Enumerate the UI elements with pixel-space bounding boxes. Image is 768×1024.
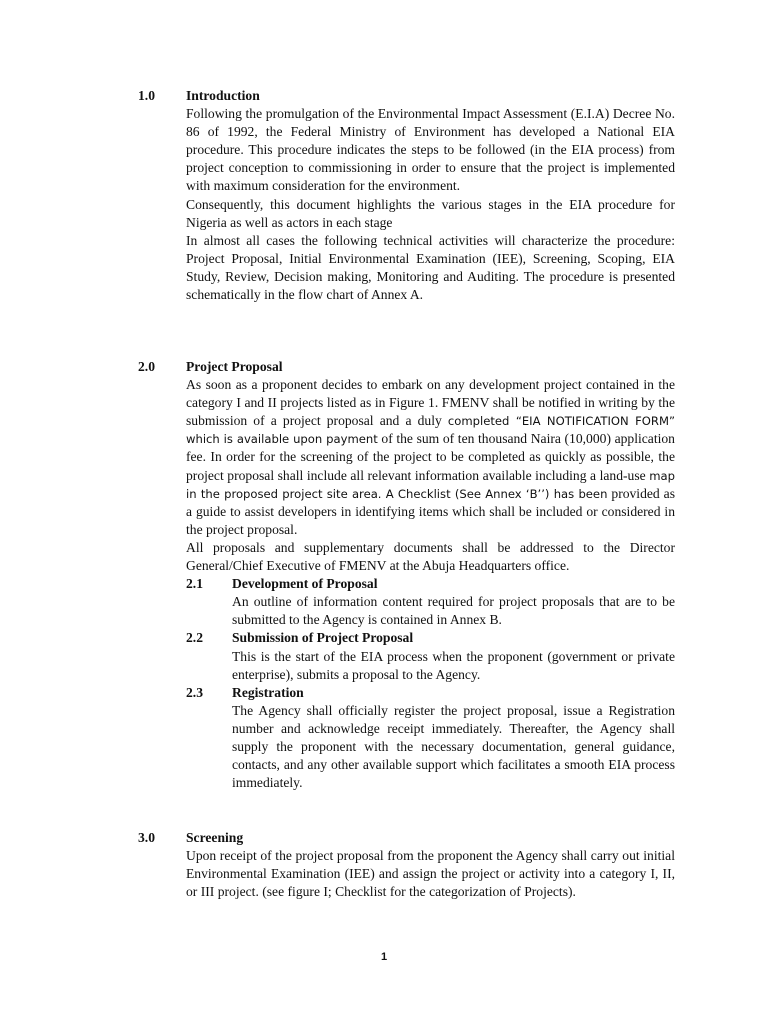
subsection-development-of-proposal — [186, 575, 675, 629]
paragraph-text: of the sum of ten thousand Naira (10,000) application fee. In order for the screening of the project to be completed as quickly as possible, the project proposal shall include all relevant information available including a land-use — [186, 431, 675, 483]
subsection-title: Submission of Project Proposal — [232, 630, 414, 646]
paragraph: An outline of information content required for project proposals that are to be submitted to the Agency is contained in Annex B. — [232, 594, 675, 628]
paragraph — [186, 376, 675, 539]
paragraph: Upon receipt of the project proposal from the proponent the Agency shall carry out initial Environmental Examination (IEE) and assign the project or activity into a category I, II, or III project. (see figure I; Checklist for the categorization of Projects). — [186, 848, 675, 900]
paragraph: Consequently, this document highlights the various stages in the EIA procedure for Nigeria as well as actors in each stage — [186, 196, 675, 230]
section-number: 1.0 — [138, 88, 155, 103]
section-title: Project Proposal — [186, 359, 283, 374]
subsection-number: 2.3 — [186, 684, 203, 700]
paragraph: The Agency shall officially register the project proposal, issue a Registration number and acknowledge receipt immediately. Thereafter, the Agency shall supply the proponent with the necessary documentation, general guidance, contacts, and any other available support which facilitates a smooth EIA process immediately. — [232, 702, 675, 791]
subsection-number: 2.1 — [186, 576, 203, 592]
section-title: Introduction — [186, 88, 260, 103]
paragraph-text: map in the proposed project site area. A Checklist (See Annex ‘B’’) has been — [186, 468, 675, 501]
section-title: Screening — [186, 830, 244, 845]
page-number: 1 — [380, 951, 388, 963]
subsection-title: Registration — [232, 684, 304, 700]
paragraph-text: completed “EIA NOTIFICATION FORM” which is available upon payment — [186, 414, 675, 447]
section-number: 3.0 — [138, 830, 155, 845]
paragraph: In almost all cases the following technical activities will characterize the procedure: Project Proposal, Initial Environmental Examination (IEE), Screening, Scoping, EIA Study, Review, Decision making, Monitoring and Auditing. The procedure is presented schematically in the flow chart of Annex A. — [186, 232, 675, 303]
subsection-title: Development of Proposal — [232, 576, 378, 592]
section-number: 2.0 — [138, 359, 155, 374]
paragraph-text: provided as a guide to assist developers in identifying items which shall be included or considered in the project proposal. — [186, 485, 675, 537]
paragraph: This is the start of the EIA process when the proponent (government or private enterprise), submits a proposal to the Agency. — [232, 648, 675, 682]
paragraph: All proposals and supplementary documents shall be addressed to the Director General/Chief Executive of FMENV at the Abuja Headquarters office. — [186, 539, 675, 574]
paragraph-text: As soon as a proponent decides to embark on any development project contained in the category I and II projects listed as in Figure 1. FMENV shall be notified in writing by the submission of a project proposal and a duly — [186, 377, 675, 429]
paragraph: Following the promulgation of the Environmental Impact Assessment (E.I.A) Decree No. 86 of 1992, the Federal Ministry of Environment has developed a National EIA procedure. This procedure indicates the steps to be followed (in the EIA process) from project conception to commissioning in order to ensure that the project is implemented with maximum consideration for the environment. — [186, 106, 675, 194]
subsection-submission-of-project-proposal — [186, 629, 675, 683]
subsection-number: 2.2 — [186, 630, 203, 646]
subsection-registration — [186, 684, 675, 793]
